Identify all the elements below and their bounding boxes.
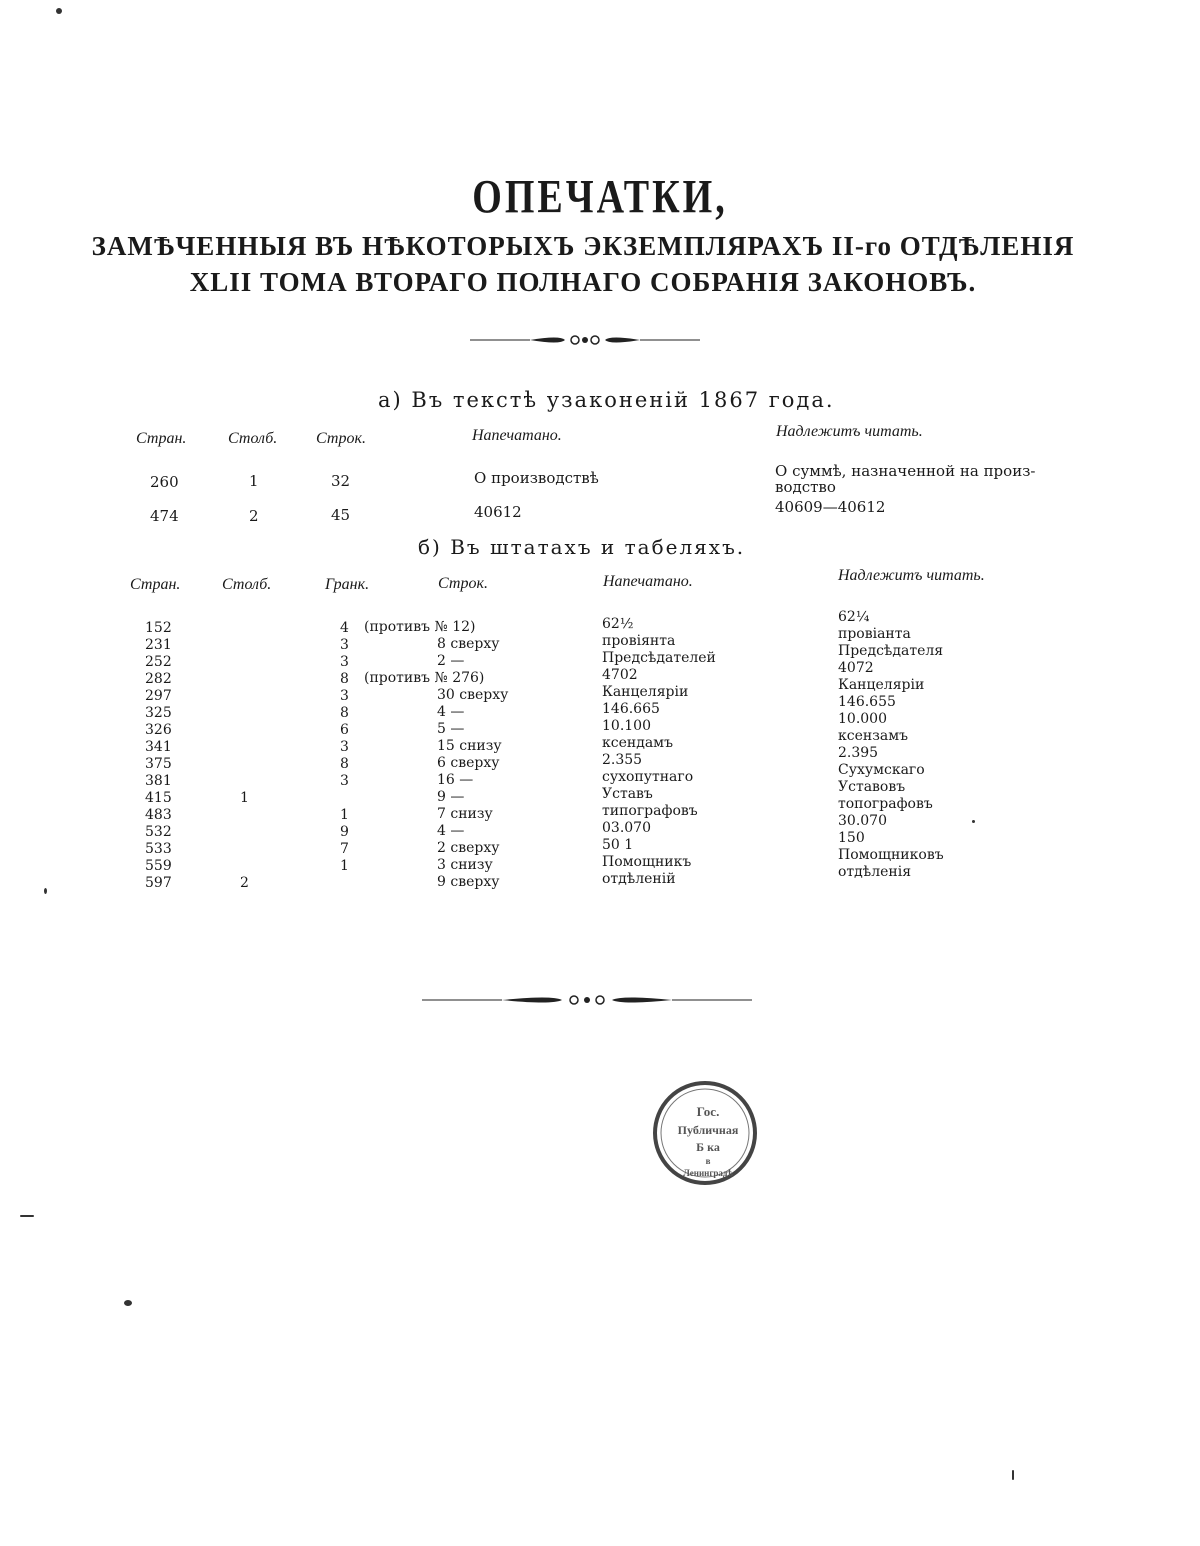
table-b-row-page: 533 <box>145 841 172 857</box>
table-b-row-printed: 4702 <box>602 667 638 683</box>
stamp-line-5: Ленинградѣ <box>683 1168 733 1178</box>
table-b-row-line: 6 сверху <box>437 755 500 771</box>
table-b-row-printed: ксендамъ <box>602 735 673 751</box>
section-a-heading: а) Въ текстѣ узаконеній 1867 года. <box>378 388 835 412</box>
table-b-row-column <box>240 739 249 756</box>
section-a-row-1-column: 1 <box>249 472 259 490</box>
table-b-row-line: 9 сверху <box>437 874 500 890</box>
section-a-row-2-line: 45 <box>331 506 351 524</box>
subtitle-line-2: XLII ТОМА ВТОРАГО ПОЛНАГО СОБРАНІЯ ЗАКОНОВЪ. <box>189 267 977 297</box>
table-b-row-column <box>240 722 249 739</box>
section-b-section-column <box>340 620 349 892</box>
table-b-row-should-read: провіанта <box>838 626 911 642</box>
section-b-page-column <box>145 620 172 892</box>
scan-speck <box>44 888 47 894</box>
table-b-row-printed: 10.100 <box>602 718 651 734</box>
section-a-header-column: Столб. <box>228 430 278 447</box>
table-b-row-page: 532 <box>145 824 172 840</box>
table-b-row-line: 4 — <box>437 704 465 720</box>
table-b-row-section: 3 <box>340 688 349 704</box>
table-b-row-section: 3 <box>340 654 349 670</box>
table-b-row-column <box>240 654 249 671</box>
scan-speck <box>972 820 975 823</box>
table-b-row-printed: 146.665 <box>602 701 660 717</box>
table-b-row-column <box>240 773 249 790</box>
table-b-row-page: 325 <box>145 705 172 721</box>
scan-speck <box>20 1215 34 1217</box>
subtitle-line-1: ЗАМѢЧЕННЫЯ ВЪ НѢКОТОРЫХЪ ЭКЗЕМПЛЯРАХЪ II-го ОТДѢЛЕНІЯ <box>91 231 1075 261</box>
table-b-row-line: 7 снизу <box>437 806 493 822</box>
table-b-row-should-read: отдѣленія <box>838 864 912 880</box>
table-b-row-should-read: 150 <box>838 830 865 846</box>
section-b-header-section: Гранк. <box>325 576 370 593</box>
stamp-line-1: Гос. <box>696 1104 720 1119</box>
table-b-row-page: 415 <box>145 790 172 806</box>
table-b-row-section <box>340 790 349 807</box>
table-b-row-should-read: топографовъ <box>838 796 933 812</box>
table-b-row-should-read: 10.000 <box>838 711 887 727</box>
table-b-row-page: 597 <box>145 875 172 891</box>
table-b-row-page: 252 <box>145 654 172 670</box>
stamp-line-3: Б ка <box>696 1140 720 1154</box>
section-a-row-2-column: 2 <box>249 507 259 525</box>
table-b-row-column <box>240 841 249 858</box>
section-b-column-column <box>240 620 249 892</box>
table-b-row-printed: отдѣленій <box>602 871 676 887</box>
section-b-printed-column <box>602 616 716 888</box>
table-b-row-printed: Канцеляріи <box>602 684 689 700</box>
library-stamp <box>650 1078 760 1188</box>
table-b-row-line: 2 — <box>437 653 465 669</box>
table-b-row-page: 483 <box>145 807 172 823</box>
section-a-header-should-read: Надлежитъ читать. <box>776 423 923 440</box>
table-b-row-section: 4 <box>340 620 349 636</box>
table-b-row-page: 282 <box>145 671 172 687</box>
section-a-header-page: Стран. <box>136 430 187 447</box>
section-b-should-read-column <box>838 609 944 881</box>
section-b-heading: б) Въ штатахъ и табеляхъ. <box>418 535 746 559</box>
table-b-row-line: 4 — <box>437 823 465 839</box>
stamp-line-2: Публичная <box>677 1123 739 1137</box>
table-b-row-line: (противъ № 12) <box>364 619 476 635</box>
table-b-row-should-read: 4072 <box>838 660 874 676</box>
section-a-row-1-should-read <box>775 463 1035 495</box>
page-subtitle <box>0 228 1166 300</box>
table-b-row-printed: 03.070 <box>602 820 651 836</box>
table-b-row-line: 16 — <box>437 772 474 788</box>
table-b-row-section: 3 <box>340 739 349 755</box>
section-b-header-column: Столб. <box>222 576 272 593</box>
section-a-row-2-page: 474 <box>150 507 179 525</box>
section-b-line-column <box>364 619 508 891</box>
table-b-row-section: 1 <box>340 858 349 874</box>
table-b-row-page: 152 <box>145 620 172 636</box>
table-b-row-section <box>340 875 349 892</box>
table-b-row-printed: Уставъ <box>602 786 653 802</box>
table-b-row-printed: 2.355 <box>602 752 643 768</box>
table-b-row-column <box>240 807 249 824</box>
table-b-row-should-read: Уставовъ <box>838 779 906 795</box>
table-b-row-printed: Предсѣдателей <box>602 650 716 666</box>
table-b-row-line: 9 — <box>437 789 465 805</box>
ornament-divider-top <box>470 330 700 350</box>
table-b-row-printed: провіянта <box>602 633 676 649</box>
table-b-row-line: 5 — <box>437 721 465 737</box>
table-b-row-line: 15 снизу <box>437 738 502 754</box>
table-b-row-page: 297 <box>145 688 172 704</box>
section-a-row-1-should-read-line-1: О суммѣ, назначенной на произ- <box>775 462 1036 480</box>
table-b-row-page: 231 <box>145 637 172 653</box>
table-b-row-printed: 50 1 <box>602 837 634 853</box>
scan-speck <box>1012 1470 1014 1480</box>
table-b-row-section: 3 <box>340 773 349 789</box>
stamp-line-4: в <box>705 1156 711 1166</box>
table-b-row-section: 7 <box>340 841 349 857</box>
table-b-row-section: 6 <box>340 722 349 738</box>
table-b-row-should-read: Предсѣдателя <box>838 643 944 659</box>
table-b-row-line: 2 сверху <box>437 840 500 856</box>
table-b-row-section: 3 <box>340 637 349 653</box>
table-b-row-should-read: 2.395 <box>838 745 879 761</box>
table-b-row-printed: сухопутнаго <box>602 769 694 785</box>
scan-speck <box>124 1300 132 1306</box>
section-b-header-printed: Напечатано. <box>603 573 693 590</box>
scan-speck <box>56 8 62 14</box>
section-b-header-page: Стран. <box>130 576 181 593</box>
table-b-row-printed: типографовъ <box>602 803 698 819</box>
section-b-header-should-read: Надлежитъ читать. <box>838 567 985 584</box>
table-b-row-column <box>240 688 249 705</box>
table-b-row-printed: Помощникъ <box>602 854 692 870</box>
table-b-row-line: (противъ № 276) <box>364 670 485 686</box>
section-a-row-1-line: 32 <box>331 472 351 490</box>
table-b-row-should-read: ксензамъ <box>838 728 908 744</box>
table-b-row-should-read: Канцеляріи <box>838 677 925 693</box>
table-b-row-should-read: 30.070 <box>838 813 887 829</box>
table-b-row-line: 30 сверху <box>437 687 509 703</box>
table-b-row-column <box>240 756 249 773</box>
table-b-row-column: 2 <box>240 875 249 891</box>
table-b-row-should-read: 62¼ <box>838 609 870 625</box>
table-b-row-column <box>240 637 249 654</box>
table-b-row-line: 8 сверху <box>437 636 500 652</box>
table-b-row-printed: 62½ <box>602 616 634 632</box>
table-b-row-page: 559 <box>145 858 172 874</box>
table-b-row-column <box>240 824 249 841</box>
section-b-header-line: Строк. <box>438 575 488 592</box>
ornament-divider-bottom <box>422 990 752 1010</box>
page-title: ОПЕЧАТКИ, <box>472 171 728 224</box>
table-b-row-page: 375 <box>145 756 172 772</box>
table-b-row-section: 1 <box>340 807 349 823</box>
table-b-row-column <box>240 858 249 875</box>
table-b-row-line: 3 снизу <box>437 857 493 873</box>
table-b-row-page: 381 <box>145 773 172 789</box>
table-b-row-section: 8 <box>340 671 349 687</box>
table-b-row-section: 8 <box>340 705 349 721</box>
table-b-row-should-read: Помощниковъ <box>838 847 944 863</box>
section-a-header-line: Строк. <box>316 430 366 447</box>
section-a-header-printed: Напечатано. <box>472 427 562 444</box>
table-b-row-section: 9 <box>340 824 349 840</box>
table-b-row-should-read: 146.655 <box>838 694 896 710</box>
table-b-row-page: 326 <box>145 722 172 738</box>
table-b-row-column <box>240 620 249 637</box>
section-a-row-1-should-read-line-2: водство <box>775 478 836 496</box>
table-b-row-page: 341 <box>145 739 172 755</box>
table-b-row-column <box>240 671 249 688</box>
section-a-row-1-page: 260 <box>150 473 179 491</box>
table-b-row-column: 1 <box>240 790 249 806</box>
section-a-row-2-should-read: 40609—40612 <box>775 498 886 516</box>
table-b-row-column <box>240 705 249 722</box>
section-a-row-2-printed: 40612 <box>474 503 522 521</box>
table-b-row-section: 8 <box>340 756 349 772</box>
table-b-row-should-read: Сухумскаго <box>838 762 925 778</box>
section-a-row-1-printed: О производствѣ <box>474 469 599 487</box>
